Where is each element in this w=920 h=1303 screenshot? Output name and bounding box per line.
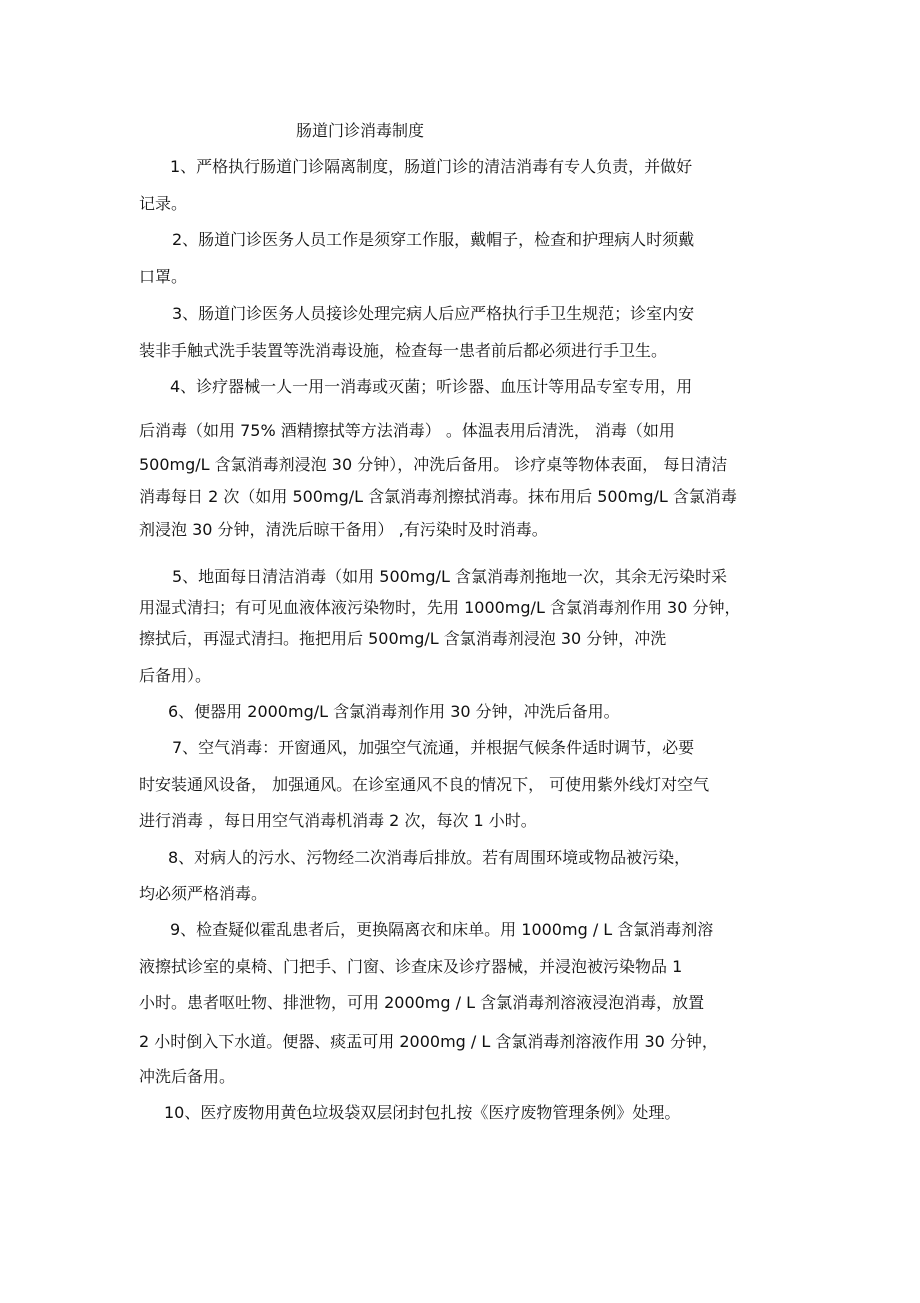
item-2-line-1: 2、肠道门诊医务人员工作是须穿工作服，戴帽子，检查和护理病人时须戴 (172, 230, 695, 249)
item-4-line-4: 消毒每日 2 次（如用 500mg/L 含氯消毒剂擦拭消毒。抹布用后 500mg/L 含氯消毒 (139, 487, 737, 506)
item-3-line-2: 装非手触式洗手装置等洗消毒设施，检查每一患者前后都必须进行手卫生。 (139, 341, 668, 360)
item-8-line-1: 8、对病人的污水、污物经二次消毒后排放。若有周围环境或物品被污染， (168, 848, 691, 867)
item-9-line-4: 2 小时倒入下水道。便器、痰盂可用 2000mg / L 含氯消毒剂溶液作用 30 分钟， (139, 1032, 718, 1051)
item-9-line-1: 9、检查疑似霍乱患者后，更换隔离衣和床单。用 1000mg / L 含氯消毒剂溶 (170, 920, 714, 939)
item-9-line-3: 小时。患者呕吐物、排泄物，可用 2000mg / L 含氯消毒剂溶液浸泡消毒，放置 (139, 993, 705, 1012)
item-7-line-3: 进行消毒 ，每日用空气消毒机消毒 2 次，每次 1 小时。 (139, 811, 537, 830)
item-8-line-2: 均必须严格消毒。 (139, 884, 268, 903)
item-1-line-1: 1、严格执行肠道门诊隔离制度，肠道门诊的清洁消毒有专人负责，并做好 (170, 157, 693, 176)
item-5-line-2: 用湿式清扫；有可见血液体液污染物时，先用 1000mg/L 含氯消毒剂作用 30 分钟， (139, 598, 741, 617)
document-title: 肠道门诊消毒制度 (296, 121, 425, 140)
item-6-line-1: 6、便器用 2000mg/L 含氯消毒剂作用 30 分钟，冲洗后备用。 (168, 702, 620, 721)
item-9-line-5: 冲洗后备用。 (139, 1067, 236, 1086)
item-2-line-2: 口罩。 (139, 267, 188, 286)
item-10-line-1: 10、医疗废物用黄色垃圾袋双层闭封包扎按《医疗废物管理条例》处理。 (164, 1103, 681, 1122)
item-5-line-4: 后备用）。 (139, 666, 212, 685)
item-1-line-2: 记录。 (139, 194, 188, 213)
item-7-line-1: 7、空气消毒：开窗通风，加强空气流通，并根据气候条件适时调节，必要 (172, 738, 695, 757)
item-4-line-1: 4、诊疗器械一人一用一消毒或灭菌；听诊器、血压计等用品专室专用，用 (170, 377, 693, 396)
item-4-line-3: 500mg/L 含氯消毒剂浸泡 30 分钟），冲洗后备用。 诊疗桌等物体表面， 每日清洁 (139, 455, 728, 474)
item-5-line-3: 擦拭后，再湿式清扫。拖把用后 500mg/L 含氯消毒剂浸泡 30 分钟，冲洗 (139, 629, 667, 648)
item-4-line-2: 后消毒（如用 75% 酒精擦拭等方法消毒） 。体温表用后清洗， 消毒（如用 (139, 421, 675, 440)
item-3-line-1: 3、肠道门诊医务人员接诊处理完病人后应严格执行手卫生规范；诊室内安 (172, 304, 695, 323)
item-9-line-2: 液擦拭诊室的桌椅、门把手、门窗、诊查床及诊疗器械，并浸泡被污染物品 1 (139, 957, 683, 976)
item-7-line-2: 时安装通风设备， 加强通风。在诊室通风不良的情况下， 可使用紫外线灯对空气 (139, 775, 710, 794)
item-5-line-1: 5、地面每日清洁消毒（如用 500mg/L 含氯消毒剂拖地一次，其余无污染时采 (172, 567, 727, 586)
item-4-line-5: 剂浸泡 30 分钟，清洗后晾干备用） ,有污染时及时消毒。 (139, 520, 548, 539)
